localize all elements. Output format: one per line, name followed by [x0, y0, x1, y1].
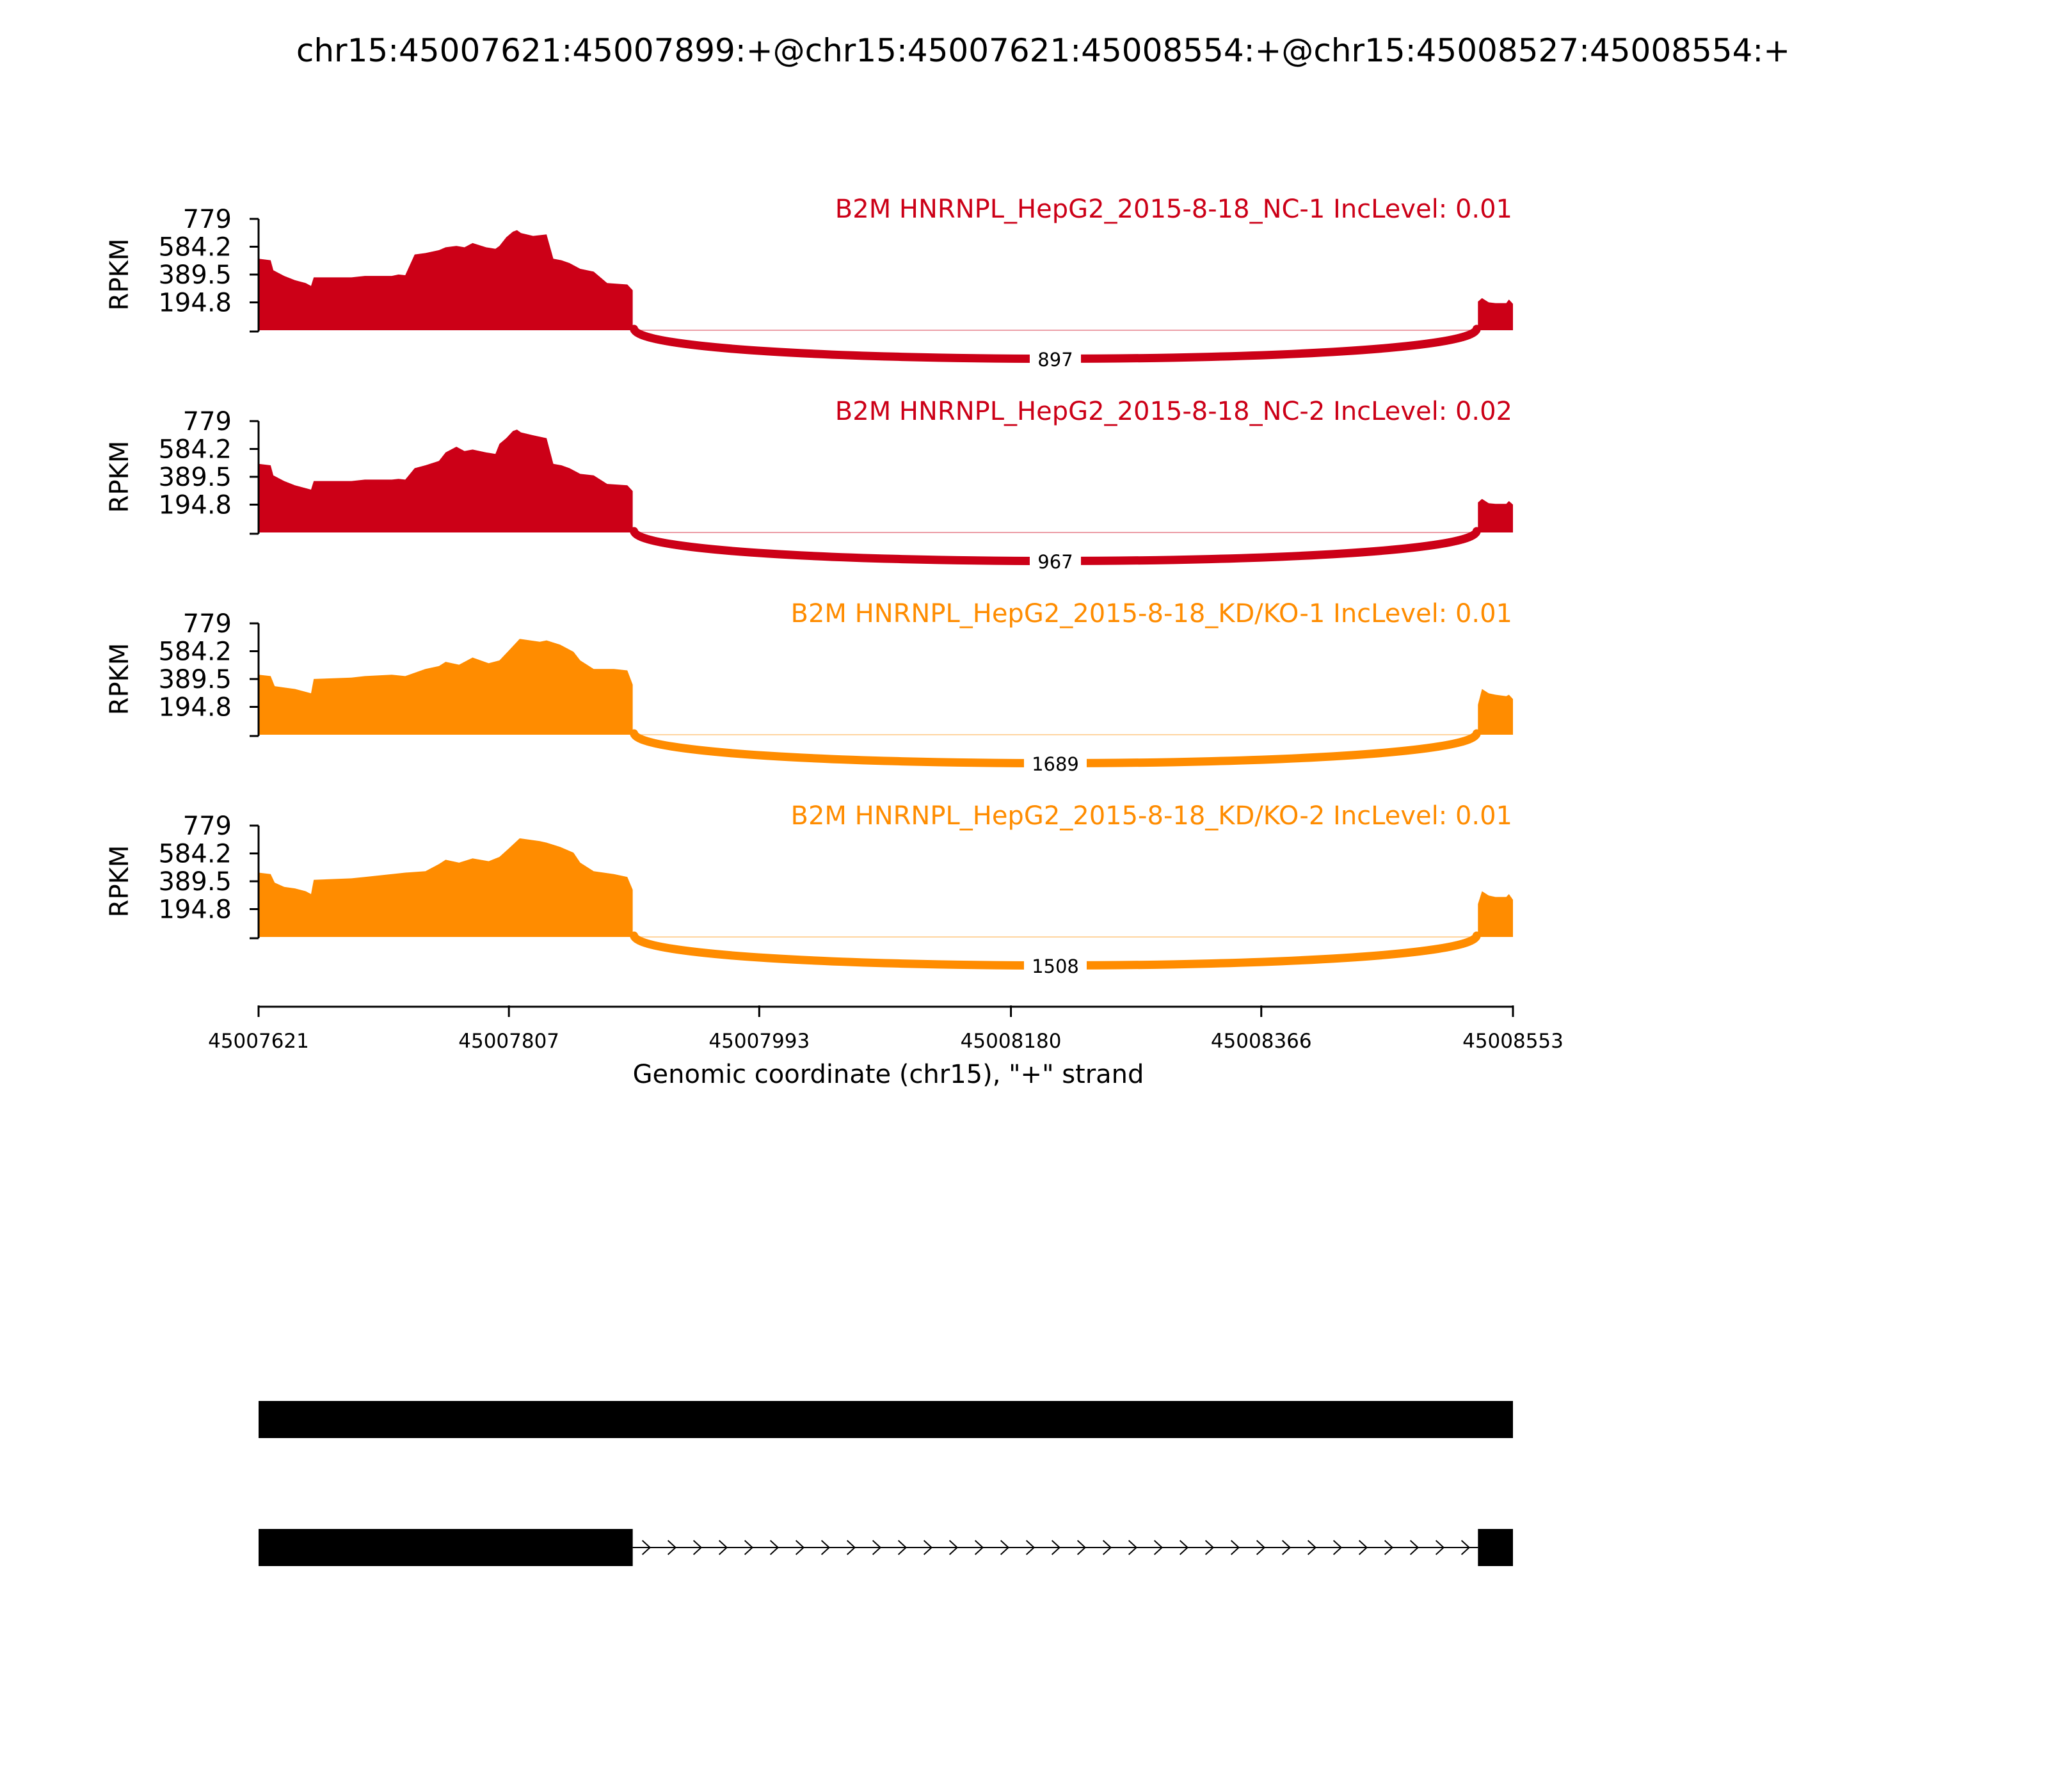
x-tick-label: 45007621 [208, 1030, 309, 1053]
y-tick-label: 389.5 [158, 867, 232, 897]
y-tick-label: 779 [182, 205, 232, 234]
junction-count: 1508 [1032, 956, 1079, 977]
exon-block [259, 1529, 633, 1566]
y-tick-label: 389.5 [158, 665, 232, 694]
coverage-area-exon-1 [259, 639, 633, 735]
x-tick-label: 45008553 [1462, 1030, 1564, 1053]
x-tick-label: 45007993 [708, 1030, 810, 1053]
y-tick-label: 584.2 [158, 839, 232, 869]
y-tick-label: 194.8 [158, 288, 232, 318]
y-tick-label: 584.2 [158, 232, 232, 262]
coverage-area-exon-1 [259, 230, 633, 330]
gene-model-1 [259, 1401, 1513, 1438]
y-tick-label: 779 [182, 609, 232, 639]
sample-label: B2M HNRNPL_HepG2_2015-8-18_NC-2 IncLevel: 0.02 [835, 397, 1512, 426]
coverage-tracks [105, 195, 1513, 979]
x-axis [208, 1005, 1564, 1053]
y-axis-label: RPKM [105, 440, 134, 513]
sample-label: B2M HNRNPL_HepG2_2015-8-18_KD/KO-2 IncLevel: 0.01 [790, 801, 1512, 831]
junction-count: 897 [1037, 349, 1073, 371]
junction-count: 1689 [1032, 753, 1079, 775]
sample-label: B2M HNRNPL_HepG2_2015-8-18_KD/KO-1 IncLevel: 0.01 [790, 599, 1512, 628]
figure-title: chr15:45007621:45007899:+@chr15:45007621:45008554:+@chr15:45008527:45008554:+ [296, 32, 1791, 69]
track-3 [105, 599, 1513, 777]
x-tick-label: 45008366 [1210, 1030, 1312, 1053]
y-tick-label: 389.5 [158, 463, 232, 492]
coverage-area-exon-2 [1478, 689, 1513, 735]
coverage-area-exon-1 [259, 429, 633, 532]
gene-models [259, 1401, 1513, 1566]
track-4 [105, 801, 1513, 979]
y-tick-label: 584.2 [158, 435, 232, 465]
exon-block [1478, 1529, 1513, 1566]
sample-label: B2M HNRNPL_HepG2_2015-8-18_NC-1 IncLevel: 0.01 [835, 195, 1512, 224]
track-1 [105, 195, 1513, 372]
y-axis-label: RPKM [105, 238, 134, 311]
y-tick-label: 194.8 [158, 490, 232, 520]
y-tick-label: 194.8 [158, 895, 232, 925]
y-axis-label: RPKM [105, 643, 134, 716]
track-2 [105, 397, 1513, 575]
x-tick-label: 45008180 [960, 1030, 1062, 1053]
y-axis-label: RPKM [105, 845, 134, 918]
y-tick-label: 779 [182, 407, 232, 436]
y-tick-label: 389.5 [158, 260, 232, 290]
junction-count: 967 [1037, 551, 1073, 573]
coverage-area-exon-2 [1478, 892, 1513, 938]
gene-model-2 [259, 1529, 1513, 1566]
coverage-area-exon-2 [1478, 499, 1513, 533]
x-tick-label: 45007807 [458, 1030, 560, 1053]
y-tick-label: 779 [182, 812, 232, 841]
y-tick-label: 194.8 [158, 692, 232, 723]
exon-block [259, 1401, 1513, 1438]
x-axis-label: Genomic coordinate (chr15), "+" strand [632, 1060, 1144, 1089]
y-tick-label: 584.2 [158, 637, 232, 667]
coverage-area-exon-2 [1478, 298, 1513, 330]
coverage-area-exon-1 [259, 838, 633, 937]
